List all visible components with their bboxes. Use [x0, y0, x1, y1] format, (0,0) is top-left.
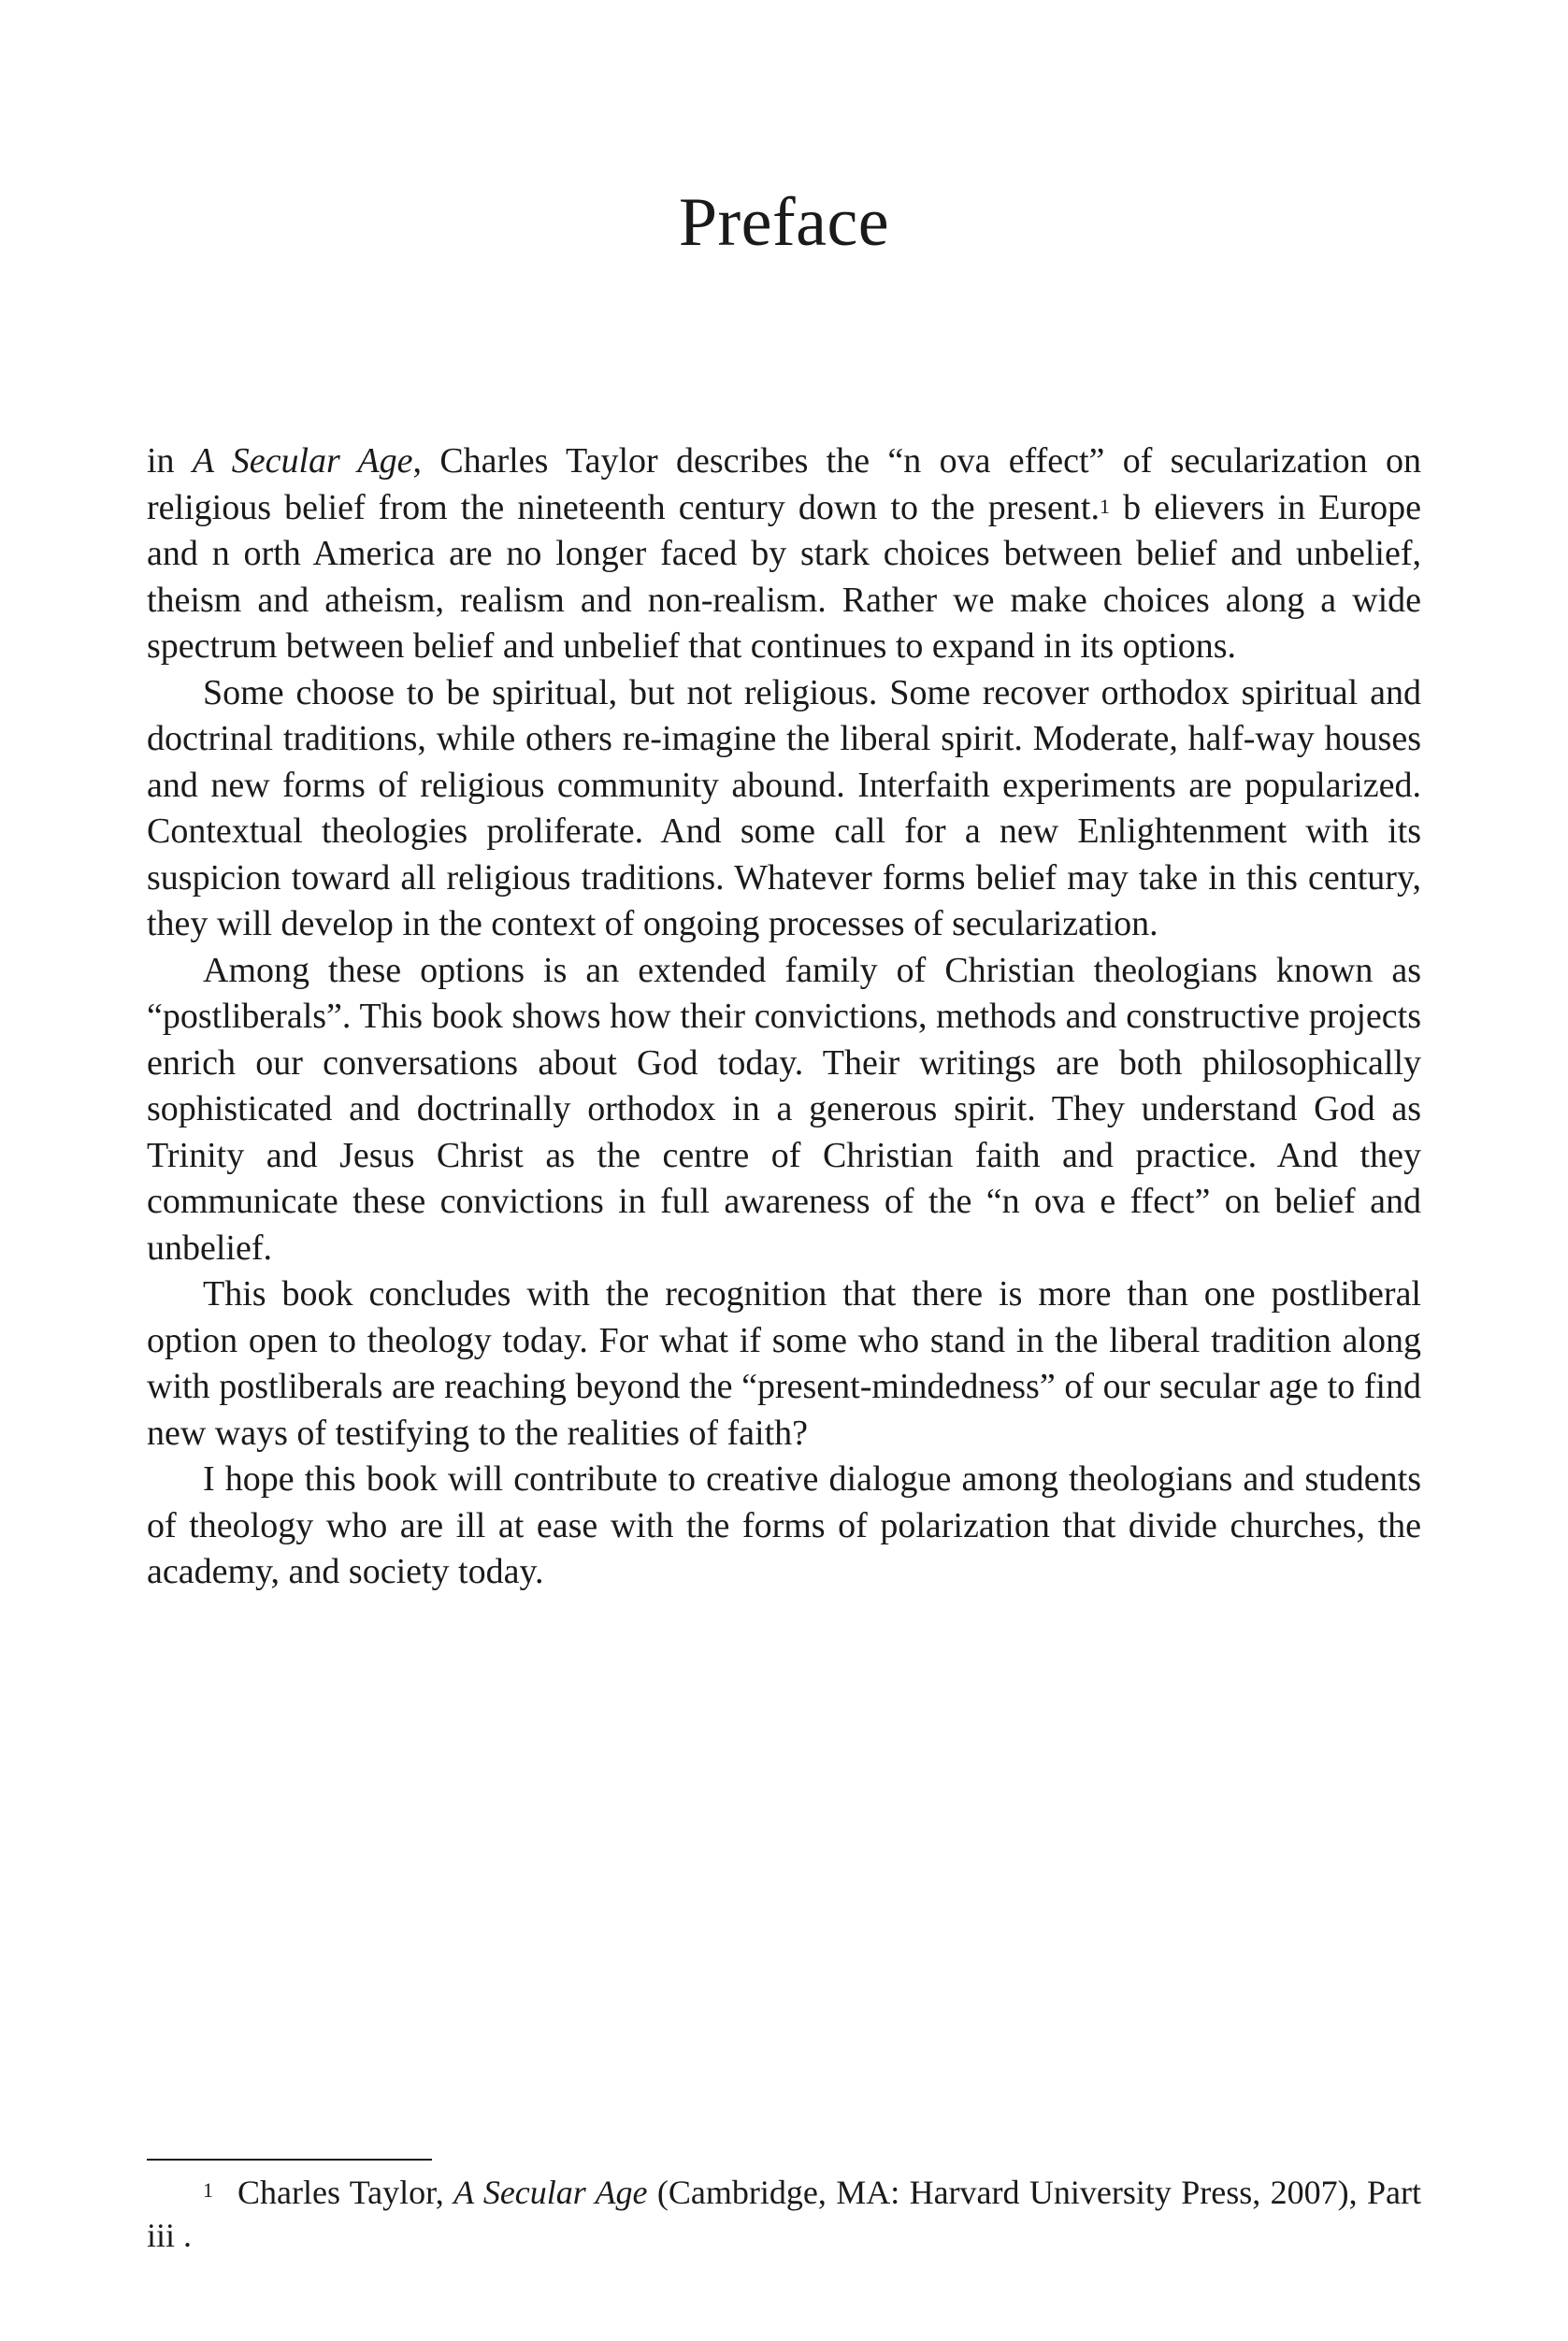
paragraph-4: This book concludes with the recognition that there is more than one postliberal option open to theology today. For what if some who stand in the liberal tradition along with postliberals are reaching beyond the “present-mindedness” of our secular age to find new ways of testifying to the realities of faith?: [147, 1274, 1421, 1453]
footnote: [147, 2171, 1421, 2257]
footnote-divider: [147, 2159, 432, 2161]
paragraph-5: I hope this book will contribute to creative dialogue among theologians and students of theology who are ill at ease with the forms of polarization that divide churches, the academy, and society today.: [147, 1459, 1421, 1591]
footnote-text-lead: Charles Taylor,: [237, 2174, 454, 2211]
paragraph-1-tail: b elievers in Europe and n orth America are no longer faced by stark choices between belief and unbelief, theism and atheism, realism and non-realism. Rather we make choices along a wide spectrum between belief and unbelief that continues to expand in its options.: [147, 487, 1421, 666]
paragraph-3: Among these options is an extended family of Christian theologians known as “postliberals”. This book shows how their convictions, methods and constructive projects enrich our conversations about God today. Their writings are both philosophically sophisticated and doctrinally orthodox in a generous spirit. They understand God as Trinity and Jesus Christ as the centre of Christian faith and practice. And they communicate these convictions in full awareness of the “n ova e ffect” on belief and unbelief.: [147, 950, 1421, 1268]
footnote-book-title: A Secular Age: [453, 2174, 648, 2211]
footnote-text-tail: (Cambridge, MA: Harvard University Press, 2007), Part iii .: [147, 2174, 1421, 2254]
footnote-reference[interactable]: 1: [1099, 494, 1110, 518]
paragraph-1-lead: in: [147, 441, 193, 481]
preface-body: [147, 438, 1421, 1596]
paragraph-2: Some choose to be spiritual, but not religious. Some recover orthodox spiritual and doctrinal traditions, while others re-imagine the liberal spirit. Moderate, half-way houses and new forms of religious community abound. Interfaith experiments are popularized. Contextual theologies proliferate. And some call for a new Enlightenment with its suspicion toward all religious traditions. Whatever forms belief may take in this century, they will develop in the context of ongoing processes of secularization.: [147, 672, 1421, 943]
page-title: Preface: [678, 184, 890, 261]
footnote-number: 1: [203, 2178, 213, 2202]
paragraph-1-mid: , Charles Taylor describes the “n ova effect” of secularization on religious belief from the nineteenth century down to the present.: [147, 441, 1421, 527]
paragraph-1: [147, 438, 1421, 670]
book-title-italic: A Secular Age: [192, 441, 413, 481]
